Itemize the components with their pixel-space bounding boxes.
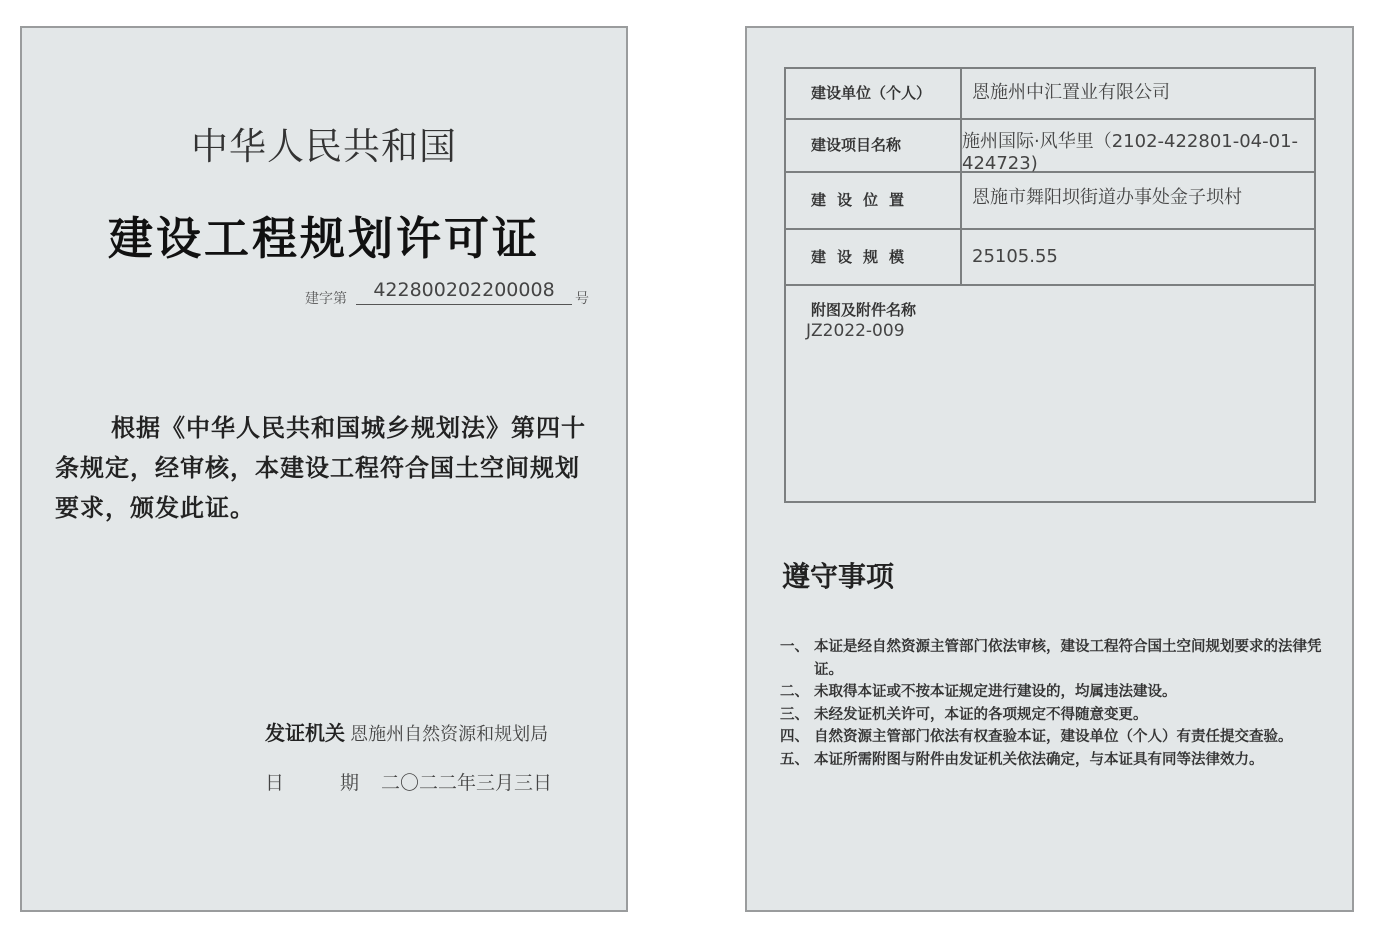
issue-date: 二〇二二年三月三日 [381, 772, 553, 794]
row-label: 建设单位（个人） [786, 69, 962, 118]
issuer-value: 恩施州自然资源和规划局 [350, 724, 549, 745]
project-info-table [784, 67, 1316, 503]
legal-basis-text: 根据《中华人民共和国城乡规划法》第四十条规定，经审核，本建设工程符合国土空间规划要求，颁发此证。 [55, 414, 586, 522]
table-row [786, 173, 1314, 230]
date-label: 日期 [265, 772, 416, 794]
row-label: 建设位置 [786, 173, 962, 228]
issuing-authority-row [265, 717, 548, 746]
notice-number: 二、 [780, 684, 809, 700]
attachments-label: 附图及附件名称 [811, 301, 917, 319]
table-row [786, 69, 1314, 120]
row-label: 建设规模 [786, 230, 962, 284]
notice-text: 自然资源主管部门依法有权查验本证，建设单位（个人）有责任提交查验。 [814, 729, 1293, 745]
attachments-value: JZ2022-009 [806, 321, 905, 341]
notice-text: 未经发证机关许可，本证的各项规定不得随意变更。 [814, 706, 1148, 723]
list-item [780, 704, 1335, 727]
notice-number: 一、 [780, 639, 809, 655]
certificate-details-page [745, 26, 1354, 912]
notice-title: 遵守事项 [782, 560, 895, 593]
number-prefix: 建字第 [305, 291, 347, 307]
row-label: 建设项目名称 [786, 120, 962, 171]
issuer-label: 发证机关 [265, 721, 345, 745]
list-item [780, 681, 1335, 704]
list-item [780, 726, 1335, 749]
notice-text: 本证是经自然资源主管部门依法审核，建设工程符合国土空间规划要求的法律凭证。 [814, 639, 1322, 678]
table-row [786, 120, 1314, 173]
row-value: 25105.55 [972, 246, 1058, 267]
row-value: 恩施市舞阳坝街道办事处金子坝村 [972, 187, 1242, 208]
notice-list [780, 636, 1335, 771]
notice-number: 四、 [780, 729, 809, 745]
number-suffix: 号 [575, 291, 589, 307]
notice-number: 五、 [780, 751, 809, 768]
certificate-cover-page [20, 26, 628, 912]
row-value: 恩施州中汇置业有限公司 [972, 82, 1170, 103]
certificate-title: 建设工程规划许可证 [107, 212, 540, 265]
notice-text: 本证所需附图与附件由发证机关依法确定，与本证具有同等法律效力。 [814, 751, 1264, 768]
country-name: 中华人民共和国 [191, 125, 457, 168]
certificate-number: 422800202200008 [356, 276, 572, 305]
list-item [780, 749, 1335, 772]
notice-number: 三、 [780, 706, 809, 723]
table-row [786, 230, 1314, 286]
notice-text: 未取得本证或不按本证规定进行建设的，均属违法建设。 [814, 684, 1177, 700]
list-item [780, 636, 1335, 681]
issue-date-row [265, 768, 552, 795]
row-value: 施州国际·风华里（2102-422801-04-01-424723) [962, 131, 1299, 174]
